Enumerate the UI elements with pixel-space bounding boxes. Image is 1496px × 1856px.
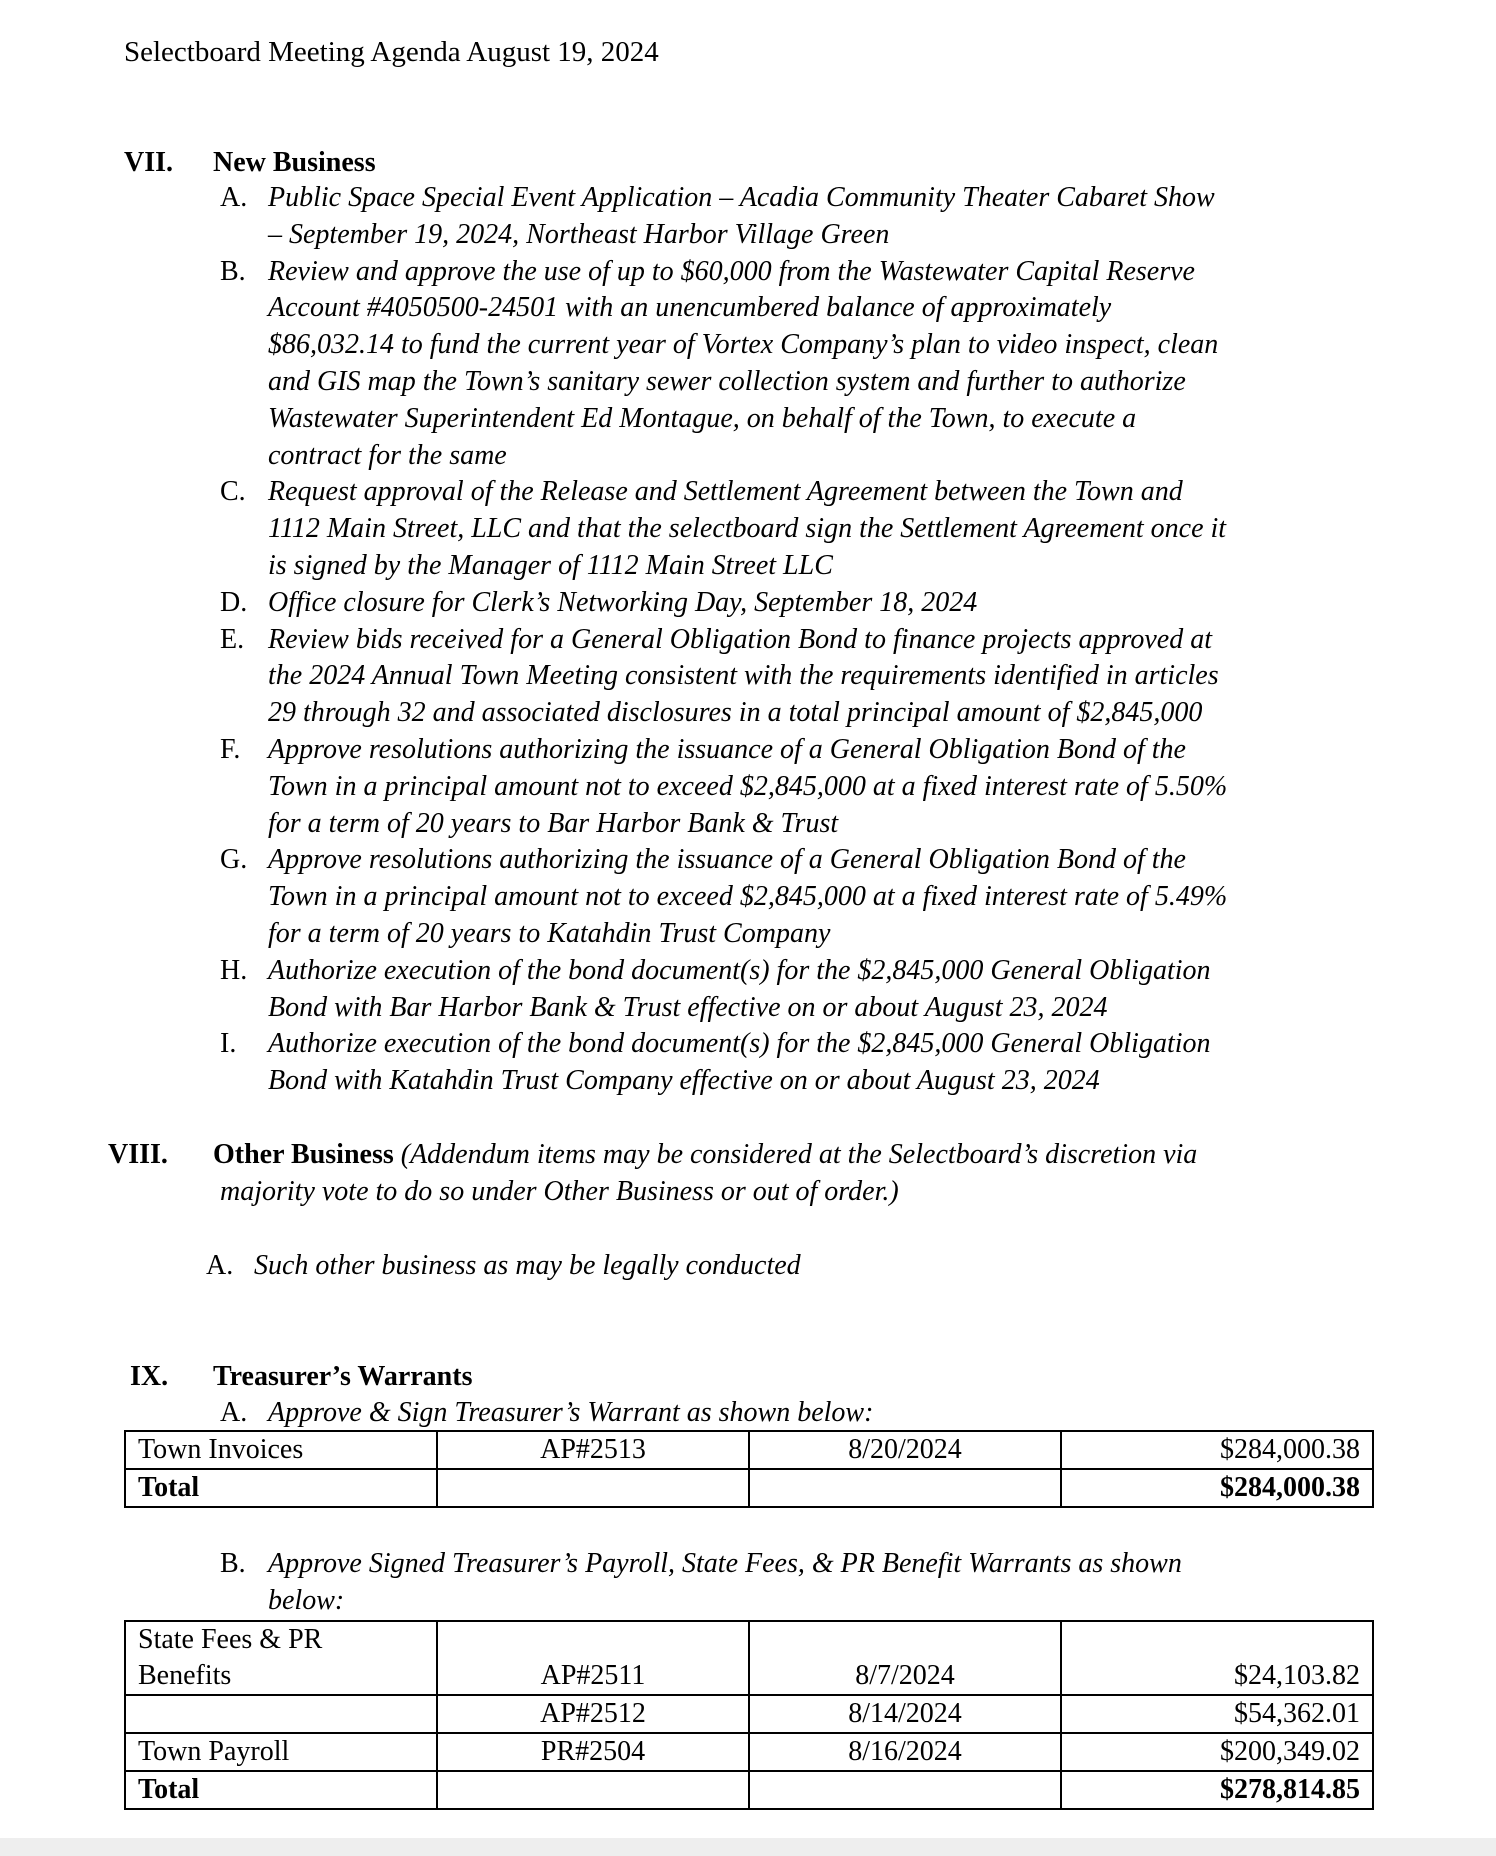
- table-cell: [749, 1469, 1061, 1507]
- item-text-line: the 2024 Annual Town Meeting consistent with the requirements identified in articles: [268, 660, 1219, 692]
- list-item: [220, 474, 1420, 584]
- item-label: I.: [220, 1028, 237, 1060]
- table-row: [125, 1431, 1373, 1469]
- list-item: [220, 842, 1420, 952]
- table-cell: 8/7/2024: [749, 1621, 1061, 1695]
- table-cell: $200,349.02: [1061, 1733, 1373, 1771]
- item-text-line: below:: [268, 1584, 345, 1616]
- page-bottom-edge: [0, 1838, 1496, 1856]
- total-amount: $278,814.85: [1061, 1771, 1373, 1809]
- table-cell: AP#2511: [437, 1621, 749, 1695]
- item-label: A.: [206, 1250, 234, 1281]
- list-item: [220, 1546, 1420, 1620]
- list-item: [220, 180, 1420, 254]
- item-text-line: 1112 Main Street, LLC and that the selectboard sign the Settlement Agreement once it: [268, 513, 1227, 545]
- table-cell: 8/20/2024: [749, 1431, 1061, 1469]
- item-text: Such other business as may be legally conducted: [254, 1250, 801, 1281]
- table-cell: [125, 1621, 437, 1695]
- item-text-line: Approve Signed Treasurer’s Payroll, State Fees, & PR Benefit Warrants as shown: [268, 1548, 1182, 1579]
- list-item: [220, 1026, 1420, 1100]
- table-cell: AP#2512: [437, 1695, 749, 1733]
- section-ix-number: IX.: [130, 1361, 169, 1392]
- table-cell: $54,362.01: [1061, 1695, 1373, 1733]
- cell-line: Benefits: [138, 1660, 232, 1691]
- item-text-line: Wastewater Superintendent Ed Montague, on behalf of the Town, to execute a: [268, 402, 1137, 434]
- list-item: [220, 1395, 1420, 1432]
- item-label: F.: [220, 733, 241, 765]
- item-text-line: for a term of 20 years to Bar Harbor Bank & Trust: [268, 807, 839, 839]
- list-item: [220, 585, 1420, 622]
- item-text: Approve & Sign Treasurer’s Warrant as shown below:: [268, 1397, 874, 1428]
- table-cell: [437, 1469, 749, 1507]
- table-cell: [749, 1771, 1061, 1809]
- total-row: [125, 1771, 1373, 1809]
- item-text-line: contract for the same: [268, 439, 507, 471]
- table-cell: AP#2513: [437, 1431, 749, 1469]
- table-cell: $284,000.38: [1061, 1431, 1373, 1469]
- item-text-line: Public Space Special Event Application – Acadia Community Theater Cabaret Show: [268, 182, 1215, 213]
- item-text-line: Office closure for Clerk’s Networking Day, September 18, 2024: [268, 586, 978, 618]
- table-cell: $24,103.82: [1061, 1621, 1373, 1695]
- warrant-a-table: [124, 1430, 1374, 1508]
- item-label: B.: [220, 255, 246, 287]
- list-item: [220, 622, 1420, 732]
- total-label: Total: [125, 1469, 437, 1507]
- item-label: C.: [220, 476, 246, 508]
- item-text-line: Approve resolutions authorizing the issuance of a General Obligation Bond of the: [268, 844, 1186, 876]
- other-business-list: [206, 1248, 1406, 1285]
- section-viii-note: (Addendum items may be considered at the Selectboard’s discretion via: [400, 1139, 1198, 1170]
- item-text-line: Account #4050500-24501 with an unencumbered balance of approximately: [268, 292, 1112, 324]
- section-vii-title: New Business: [213, 147, 376, 178]
- item-text-line: Authorize execution of the bond document(s) for the $2,845,000 General Obligation: [268, 954, 1211, 986]
- table-cell: PR#2504: [437, 1733, 749, 1771]
- item-text-line: and GIS map the Town’s sanitary sewer collection system and further to authorize: [268, 365, 1186, 397]
- table-row: [125, 1621, 1373, 1695]
- list-item: [220, 254, 1420, 475]
- table-cell: 8/14/2024: [749, 1695, 1061, 1733]
- item-label: E.: [220, 623, 245, 655]
- item-text-line: Review bids received for a General Obligation Bond to finance projects approved at: [268, 623, 1213, 655]
- item-text-line: for a term of 20 years to Katahdin Trust Company: [268, 917, 831, 949]
- item-label: G.: [220, 844, 248, 876]
- section-viii-note-continued: majority vote to do so under Other Business or out of order.): [220, 1176, 899, 1207]
- section-viii-title: Other Business: [213, 1139, 394, 1170]
- table-cell: Town Payroll: [125, 1733, 437, 1771]
- warrant-b-table: [124, 1620, 1374, 1810]
- total-amount: $284,000.38: [1061, 1469, 1373, 1507]
- total-row: [125, 1469, 1373, 1507]
- list-item: [220, 732, 1420, 842]
- item-text-line: Review and approve the use of up to $60,000 from the Wastewater Capital Reserve: [268, 255, 1195, 287]
- section-vii-number: VII.: [124, 147, 174, 178]
- item-text-line: Town in a principal amount not to exceed $2,845,000 at a fixed interest rate of 5.49%: [268, 881, 1228, 913]
- section-viii-heading: [213, 1136, 1363, 1173]
- item-text-line: 29 through 32 and associated disclosures in a total principal amount of $2,845,000: [268, 697, 1203, 729]
- table-row: [125, 1733, 1373, 1771]
- item-text-line: is signed by the Manager of 1112 Main Street LLC: [268, 549, 833, 581]
- table-cell: [125, 1695, 437, 1733]
- warrant-b-heading: [220, 1546, 1420, 1620]
- list-item: [206, 1248, 1406, 1285]
- table-cell: 8/16/2024: [749, 1733, 1061, 1771]
- section-ix-title: Treasurer’s Warrants: [213, 1361, 473, 1392]
- item-text-line: Bond with Bar Harbor Bank & Trust effective on or about August 23, 2024: [268, 991, 1108, 1023]
- section-viii-number: VIII.: [108, 1139, 168, 1170]
- item-text-line: Bond with Katahdin Trust Company effective on or about August 23, 2024: [268, 1065, 1100, 1097]
- table-cell: Town Invoices: [125, 1431, 437, 1469]
- item-text-line: $86,032.14 to fund the current year of Vortex Company’s plan to video inspect, clean: [268, 329, 1219, 361]
- cell-line: State Fees & PR: [138, 1624, 323, 1655]
- item-label: A.: [220, 182, 248, 213]
- list-item: [220, 953, 1420, 1027]
- item-text-line: Authorize execution of the bond document(s) for the $2,845,000 General Obligation: [268, 1028, 1211, 1060]
- item-text-line: – September 19, 2024, Northeast Harbor Village Green: [268, 218, 890, 250]
- page-header: Selectboard Meeting Agenda August 19, 2024: [124, 36, 659, 68]
- table-row: [125, 1695, 1373, 1733]
- item-label: H.: [220, 954, 248, 986]
- item-text-line: Town in a principal amount not to exceed $2,845,000 at a fixed interest rate of 5.50%: [268, 770, 1228, 802]
- table-cell: [437, 1771, 749, 1809]
- item-label: A.: [220, 1397, 248, 1428]
- item-label: D.: [220, 586, 248, 618]
- warrant-a-heading: [220, 1395, 1420, 1432]
- item-text-line: Request approval of the Release and Settlement Agreement between the Town and: [268, 476, 1183, 508]
- new-business-list: [220, 180, 1420, 1100]
- total-label: Total: [125, 1771, 437, 1809]
- item-label: B.: [220, 1548, 246, 1579]
- item-text-line: Approve resolutions authorizing the issuance of a General Obligation Bond of the: [268, 733, 1186, 765]
